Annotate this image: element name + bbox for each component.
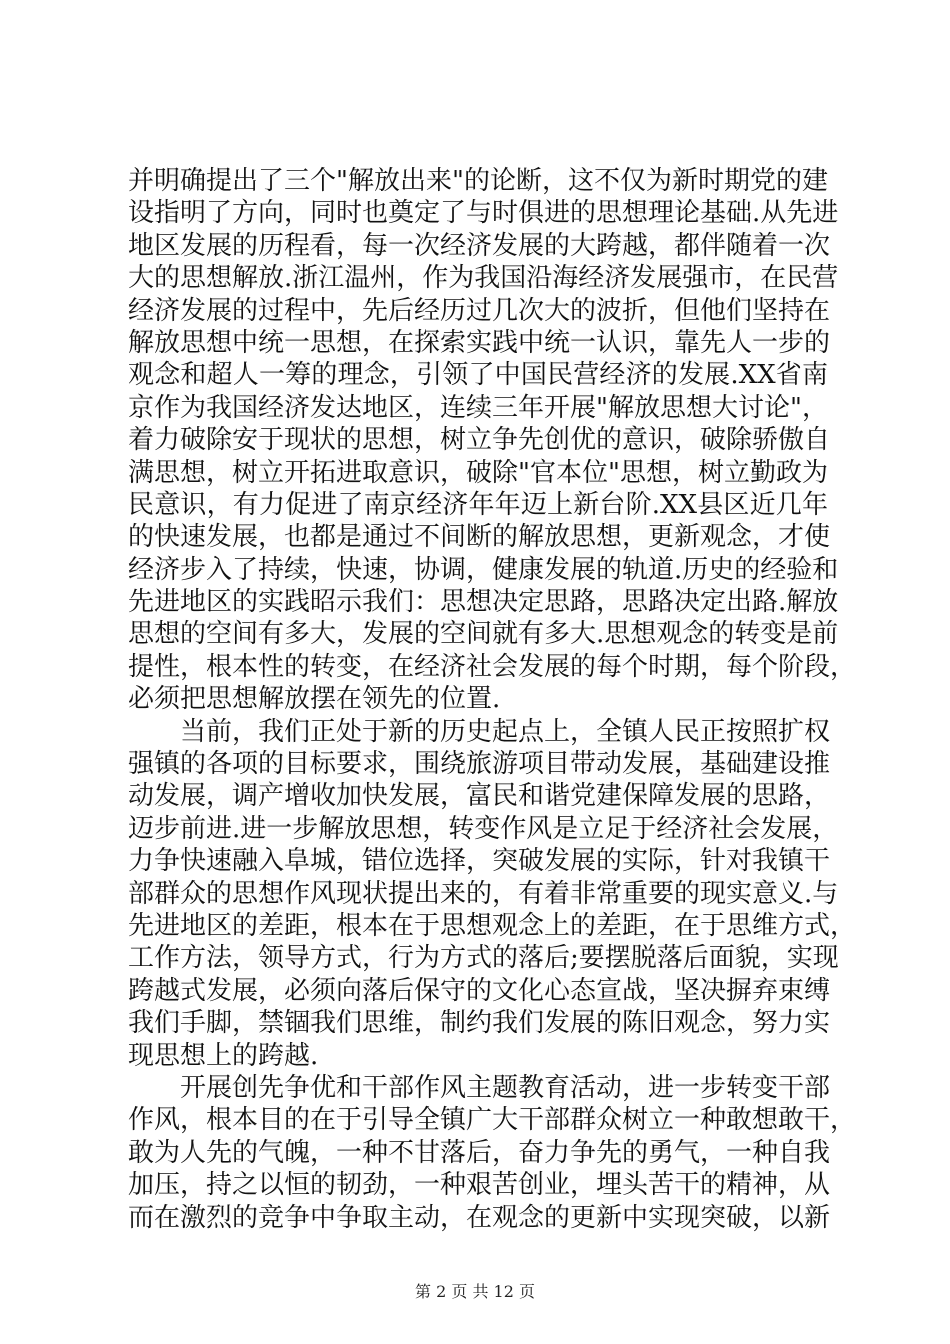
text-line: 跨越式发展，必须向落后保守的文化心态宣战，坚决摒弃束缚	[128, 975, 831, 1006]
text-line: 当前，我们正处于新的历史起点上，全镇人民正按照扩权	[180, 716, 831, 747]
text-line: 动发展，调产增收加快发展，富民和谐党建保障发展的思路，	[128, 781, 831, 812]
text-line: 观念和超人一筹的理念，引领了中国民营经济的发展.XX省南	[128, 360, 828, 391]
text-line: 经济步入了持续，快速，协调，健康发展的轨道.历史的经验和	[128, 554, 839, 585]
text-line: 的快速发展，也都是通过不间断的解放思想，更新观念，才使	[128, 522, 831, 553]
text-line: 并明确提出了三个"解放出来"的论断，这不仅为新时期党的建	[128, 166, 828, 196]
paragraph	[128, 165, 857, 716]
text-line: 我们手脚，禁锢我们思维，制约我们发展的陈旧观念，努力实	[128, 1008, 831, 1039]
text-line: 敢为人先的气魄，一种不甘落后，奋力争先的勇气，一种自我	[128, 1137, 831, 1168]
text-line: 经济发展的过程中，先后经历过几次大的波折，但他们坚持在	[128, 295, 831, 326]
text-line: 地区发展的历程看，每一次经济发展的大跨越，都伴随着一次	[128, 230, 831, 261]
text-line: 力争快速融入阜城，错位选择，突破发展的实际，针对我镇干	[128, 846, 831, 877]
text-line: 必须把思想解放摆在领先的位置.	[128, 684, 501, 715]
text-line: 先进地区的差距，根本在于思想观念上的差距，在于思维方式，	[128, 910, 857, 941]
text-line: 满思想，树立开拓进取意识，破除"官本位"思想，树立勤政为	[128, 457, 828, 488]
paragraph	[128, 716, 857, 1072]
text-line: 设指明了方向，同时也奠定了与时俱进的思想理论基础.从先进	[128, 198, 839, 229]
text-line: 京作为我国经济发达地区，连续三年开展"解放思想大讨论"，	[128, 392, 828, 423]
text-line: 而在激烈的竞争中争取主动，在观念的更新中实现突破，以新	[128, 1202, 831, 1233]
text-line: 部群众的思想作风现状提出来的，有着非常重要的现实意义.与	[128, 878, 839, 909]
text-line: 解放思想中统一思想，在探索实践中统一认识，靠先人一步的	[128, 327, 831, 358]
text-line: 现思想上的跨越.	[128, 1040, 319, 1071]
text-line: 提性，根本性的转变，在经济社会发展的每个时期，每个阶段，	[128, 651, 857, 682]
text-line: 民意识，有力促进了南京经济年年迈上新台阶.XX县区近几年	[128, 489, 828, 520]
page-footer: 第 2 页 共 12 页	[415, 1282, 535, 1301]
text-line: 着力破除安于现状的思想，树立争先创优的意识，破除骄傲自	[128, 425, 831, 456]
text-line: 加压，持之以恒的韧劲，一种艰苦创业，埋头苦干的精神，从	[128, 1170, 831, 1201]
text-line: 工作方法，领导方式，行为方式的落后;要摆脱落后面貌，实现	[128, 943, 839, 974]
text-line: 大的思想解放.浙江温州，作为我国沿海经济发展强市，在民营	[128, 263, 839, 294]
document-body	[128, 165, 857, 1234]
text-line: 迈步前进.进一步解放思想，转变作风是立足于经济社会发展，	[128, 813, 839, 844]
paragraph	[128, 1072, 857, 1234]
text-line: 思想的空间有多大，发展的空间就有多大.思想观念的转变是前	[128, 619, 839, 650]
text-line: 强镇的各项的目标要求，围绕旅游项目带动发展，基础建设推	[128, 749, 831, 780]
text-line: 作风，根本目的在于引导全镇广大干部群众树立一种敢想敢干，	[128, 1105, 857, 1136]
text-line: 开展创先争优和干部作风主题教育活动，进一步转变干部	[180, 1072, 831, 1103]
text-line: 先进地区的实践昭示我们：思想决定思路，思路决定出路.解放	[128, 587, 839, 618]
